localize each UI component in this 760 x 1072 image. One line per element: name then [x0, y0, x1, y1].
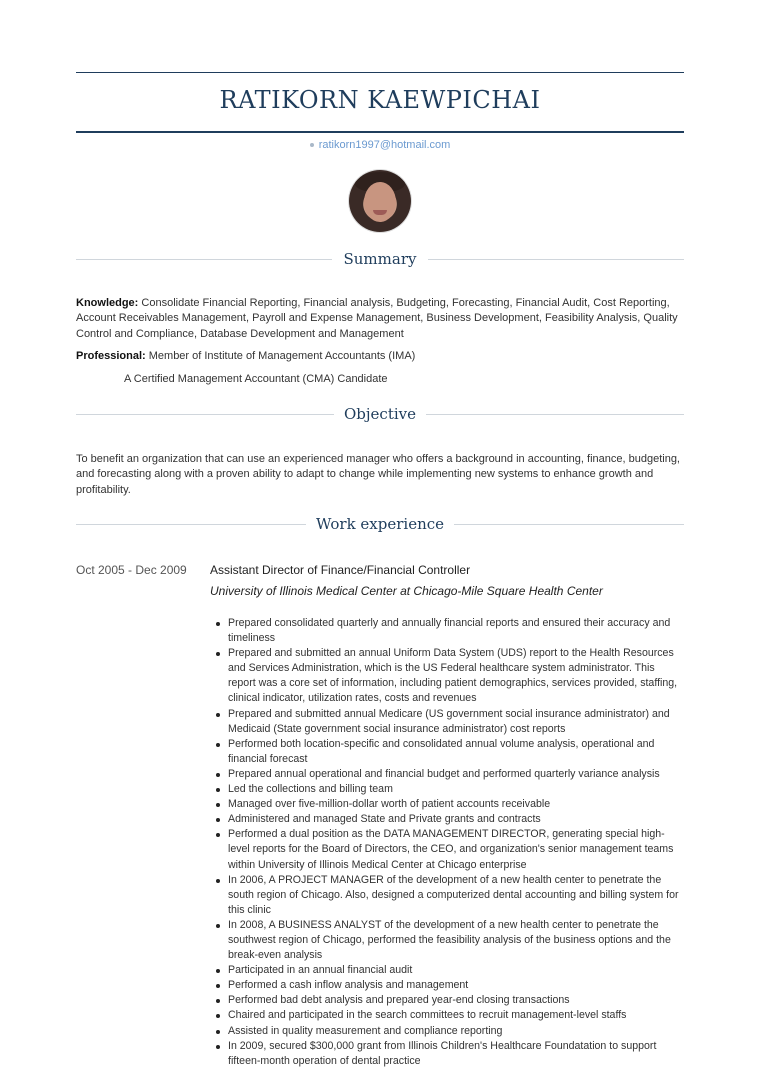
list-item: Prepared consolidated quarterly and annually financial reports and ensured their accuracy and timeliness — [228, 616, 684, 646]
objective-title: Objective — [343, 405, 416, 423]
objective-text: To benefit an organization that can use an experienced manager who offers a background in accounting, finance, budgeting, and forecasting along with a proven ability to adapt to change while implementing new systems to enhance growth and profitability. — [76, 453, 680, 496]
job-bullets — [228, 616, 684, 1069]
resume-page — [76, 0, 684, 1072]
list-item: Led the collections and billing team — [228, 782, 684, 797]
list-item: Chaired and participated in the search committees to recruit management-level staffs — [228, 1008, 684, 1023]
knowledge-text: Consolidate Financial Reporting, Financial analysis, Budgeting, Forecasting, Financial Audit, Cost Reporting, Account Receivables Management, Payroll and Expense Management, Business Development, Feasibility Analysis, Quality Control and Compliance, Database Development and Management — [76, 297, 678, 340]
professional-text: Member of Institute of Management Accountants (IMA) — [148, 350, 416, 362]
name-rule — [76, 131, 684, 133]
list-item: Prepared and submitted an annual Uniform Data System (UDS) report to the Health Resources and Services Administration, which is the US Federal healthcare system administrator. This report was a core set of information, including patient demographics, services provided, staffing, clinical indicator, utilization rates, costs and revenues — [228, 646, 684, 706]
list-item: Prepared and submitted annual Medicare (US government social insurance administrator) and Medicaid (State government social insurance administrator) cost reports — [228, 707, 684, 737]
list-item: Performed a cash inflow analysis and management — [228, 978, 684, 993]
top-rule — [76, 72, 684, 73]
list-item: In 2006, A PROJECT MANAGER of the development of a new health center to penetrate the south region of Chicago. Also, designed a computerized dental accounting and billing system for this clinic — [228, 873, 684, 918]
job-title: Assistant Director of Finance/Financial Controller — [210, 563, 471, 577]
bullet-icon — [310, 143, 314, 147]
list-item: In 2008, A BUSINESS ANALYST of the development of a new health center to penetrate the southwest region of Chicago, performed the feasibility analysis of the business options and the break-even analysis — [228, 918, 684, 963]
candidate-name: RATIKORN KAEWPICHAI — [219, 86, 541, 114]
contact-line — [76, 139, 684, 151]
job-dates: Oct 2005 - Dec 2009 — [76, 563, 187, 577]
list-item: Performed a dual position as the DATA MANAGEMENT DIRECTOR, generating special high-level reports for the Board of Directors, the CEO, and organization's senior management teams within University of Illinois Medical Center at Chicago enterprise — [228, 827, 684, 872]
summary-professional — [76, 349, 684, 364]
professional-label: Professional: — [76, 350, 146, 362]
list-item: Administered and managed State and Private grants and contracts — [228, 812, 684, 827]
list-item: In 2009, secured $300,000 grant from Illinois Children's Healthcare Foundatation to support fifteen-month operation of dental practice — [228, 1039, 684, 1069]
list-item: Prepared annual operational and financial budget and performed quarterly variance analysis — [228, 767, 684, 782]
list-item: Performed both location-specific and consolidated annual volume analysis, operational and financial forecast — [228, 737, 684, 767]
list-item: Performed bad debt analysis and prepared year-end closing transactions — [228, 993, 684, 1008]
list-item: Participated in an annual financial audit — [228, 963, 684, 978]
professional-text-2: A Certified Management Accountant (CMA) Candidate — [124, 373, 388, 385]
job-organization: University of Illinois Medical Center at Chicago-Mile Square Health Center — [210, 584, 603, 598]
summary-title: Summary — [343, 250, 417, 268]
list-item: Managed over five-million-dollar worth of patient accounts receivable — [228, 797, 684, 812]
summary-header — [76, 250, 684, 270]
work-title: Work experience — [315, 515, 445, 533]
avatar — [349, 170, 411, 232]
knowledge-label: Knowledge: — [76, 297, 139, 309]
email-link[interactable]: ratikorn1997@hotmail.com — [318, 139, 451, 151]
objective-header — [76, 405, 684, 425]
list-item: Assisted in quality measurement and compliance reporting — [228, 1024, 684, 1039]
summary-knowledge — [76, 296, 684, 342]
work-header — [76, 515, 684, 535]
